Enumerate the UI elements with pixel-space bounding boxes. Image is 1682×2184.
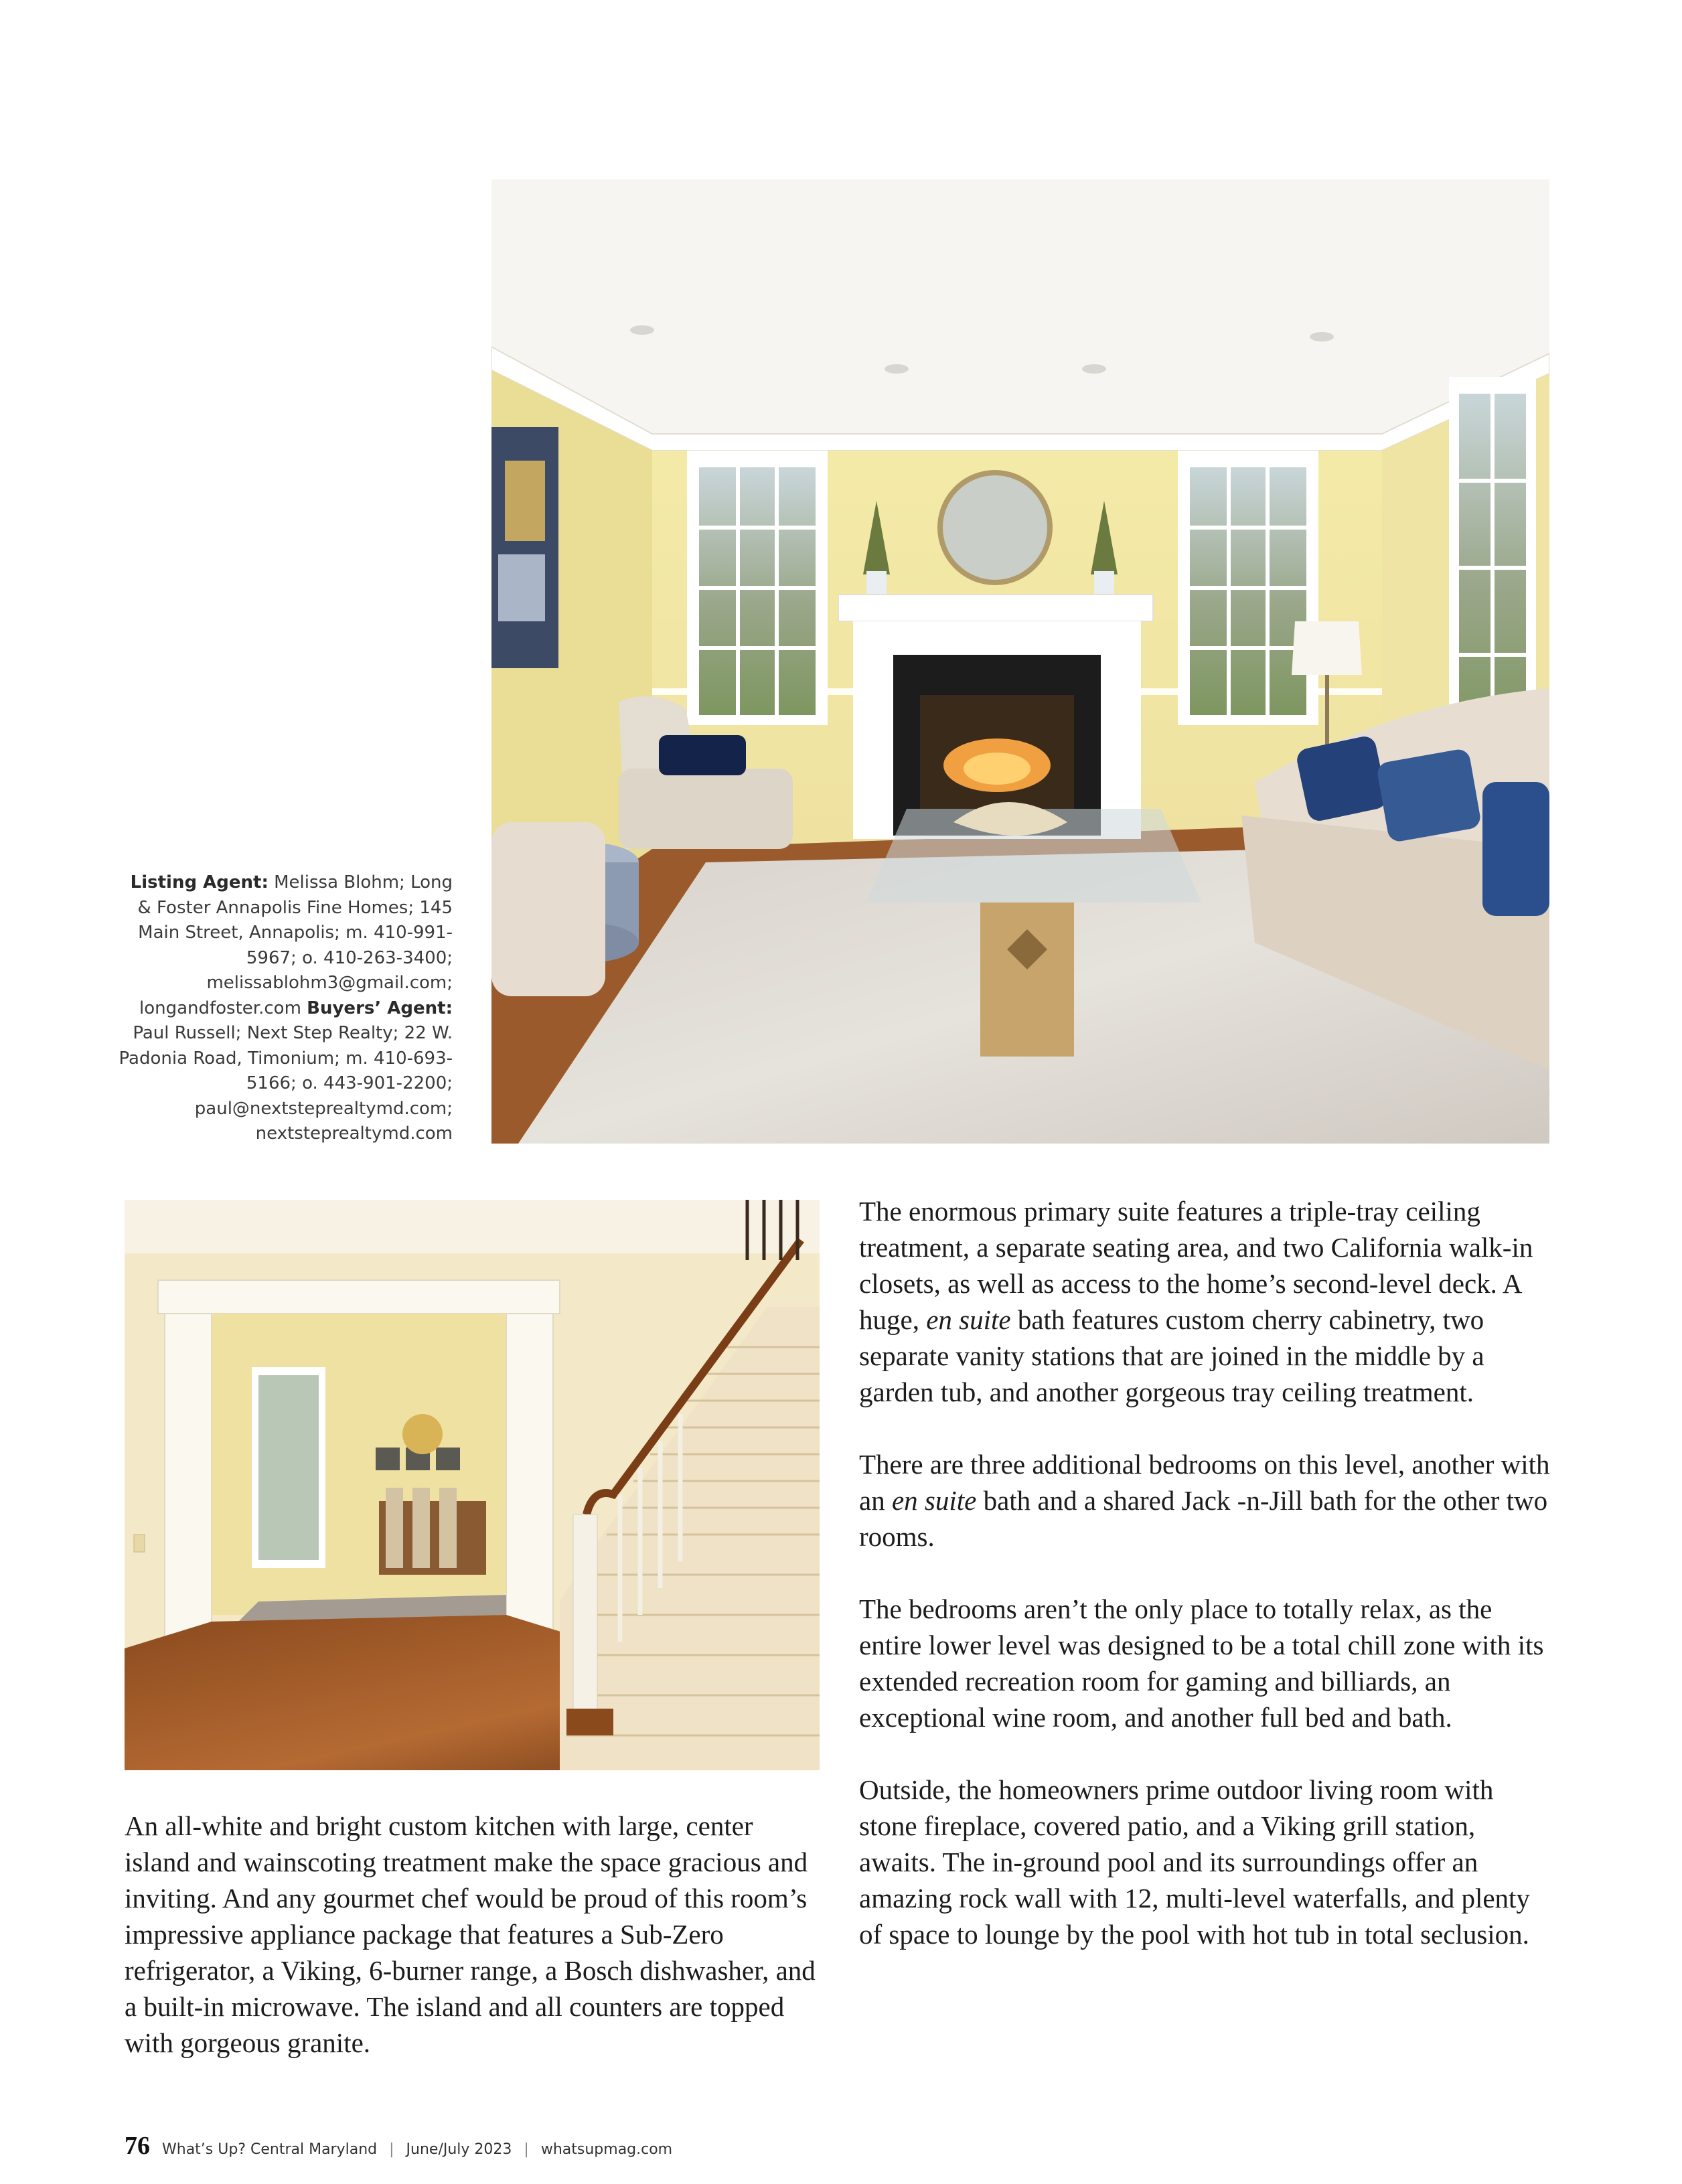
footer-separator: | <box>524 2141 529 2158</box>
paragraph-primary-suite: The enormous primary suite features a triple-tray ceiling treatment, a separate seating area, and two California walk-in closets, as well as access to the home’s second-level deck. A huge, en suite bath features custom cherry cabinetry, two separate vanity stations that are joined in the middle by a garden tub, and another gorgeous tray ceiling treatment. <box>859 1196 1533 1407</box>
listing-agent-label: Listing Agent: <box>130 872 269 892</box>
footer-separator: | <box>389 2141 394 2158</box>
paragraph-outdoor: Outside, the homeowners prime outdoor living room with stone fireplace, covered patio, and a Viking grill station, awaits. The in-ground pool and its surroundings offer an amazing rock wall with 12, multi-level waterfalls, and plenty of space to lounge by the pool with hot tub in total seclusion. <box>859 1774 1530 1950</box>
buyers-agent-text: Paul Russell; Next Step Realty; 22 W. Padonia Road, Timonium; m. 410-693-5166; o. 443-901-2200; paul@nextsteprealtymd.com; nextsteprealtymd.com <box>119 1023 453 1144</box>
page-number: 76 <box>125 2132 150 2160</box>
foyer-staircase-photo <box>125 1200 820 1770</box>
living-room-photo <box>491 179 1549 1144</box>
publication-name: What’s Up? Central Maryland <box>162 2141 378 2158</box>
issue-date: June/July 2023 <box>406 2141 512 2158</box>
page-footer <box>125 2131 672 2165</box>
article-left-column <box>125 1808 821 2061</box>
website-link[interactable]: whatsupmag.com <box>540 2141 673 2158</box>
article-right-column <box>859 1193 1555 1952</box>
listing-agent-text: Melissa Blohm; Long & Foster Annapolis Fine Homes; 145 Main Street, Annapolis; m. 410-991-5967; o. 410-263-3400; melissablohm3@gmail.com; longandfoster.com <box>137 872 453 1018</box>
buyers-agent-label: Buyers’ Agent: <box>307 998 453 1018</box>
paragraph-kitchen: An all-white and bright custom kitchen with large, center island and wainscoting treatment make the space gracious and inviting. And any gourmet chef would be proud of this room’s impressive appliance package that features a Sub-Zero refrigerator, a Viking, 6-burner range, a Bosch dishwasher, and a built-in microwave. The island and all counters are topped with gorgeous granite. <box>125 1810 816 2058</box>
paragraph-bedrooms: There are three additional bedrooms on this level, another with an en suite bath and a shared Jack -n-Jill bath for the other two rooms. <box>859 1449 1550 1552</box>
paragraph-lower-level: The bedrooms aren’t the only place to totally relax, as the entire lower level was designed to be a total chill zone with its extended recreation room for gaming and billiards, an exceptional wine room, and another full bed and bath. <box>859 1593 1544 1733</box>
agent-caption <box>118 870 453 1147</box>
